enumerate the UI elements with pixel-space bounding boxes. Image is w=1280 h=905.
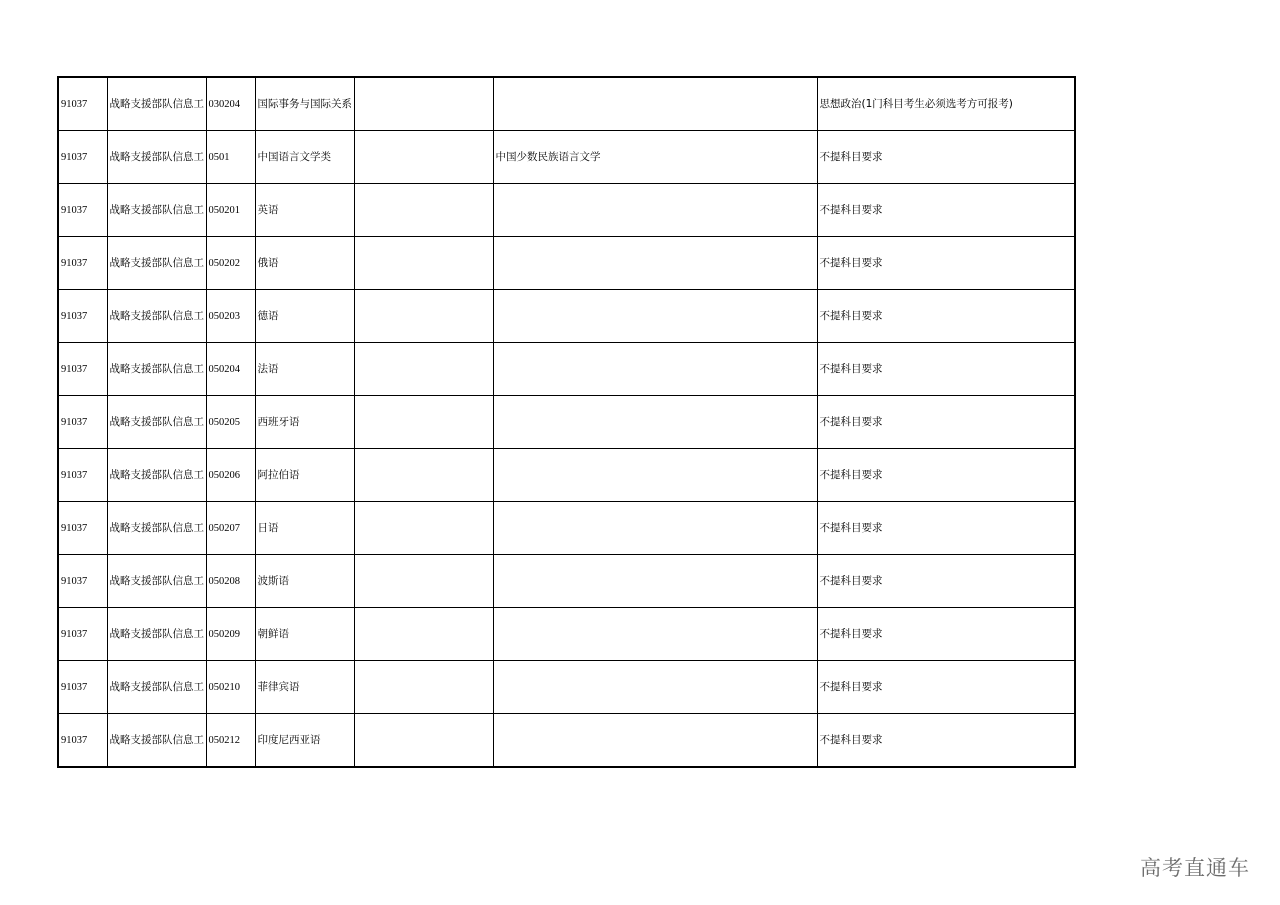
cell-subject-requirement: 不提科目要求 [817,343,1075,396]
cell-subject-requirement: 不提科目要求 [817,714,1075,768]
cell-note [493,237,817,290]
cell-major-name: 中国语言文学类 [255,131,354,184]
cell-major-code: 050205 [206,396,255,449]
cell-major-code: 050202 [206,237,255,290]
cell-subject-requirement: 不提科目要求 [817,184,1075,237]
cell-note [493,77,817,131]
table-row [58,77,1075,131]
cell-major-code: 050209 [206,608,255,661]
cell-note [493,343,817,396]
cell-note [493,502,817,555]
cell-note [493,396,817,449]
cell-major-name: 朝鲜语 [255,608,354,661]
cell-subject-requirement: 不提科目要求 [817,661,1075,714]
cell-school-code: 91037 [58,502,107,555]
cell-major-code: 050207 [206,502,255,555]
cell-school-code: 91037 [58,237,107,290]
cell-major-name: 西班牙语 [255,396,354,449]
cell-major-name: 菲律宾语 [255,661,354,714]
cell-school-name: 战略支援部队信息工 [107,131,206,184]
cell-major-name: 俄语 [255,237,354,290]
cell-school-code: 91037 [58,608,107,661]
cell-blank [354,77,493,131]
cell-blank [354,396,493,449]
cell-subject-requirement: 不提科目要求 [817,396,1075,449]
cell-school-name: 战略支援部队信息工 [107,184,206,237]
cell-note [493,661,817,714]
cell-major-code: 050204 [206,343,255,396]
cell-school-code: 91037 [58,449,107,502]
cell-school-code: 91037 [58,77,107,131]
cell-subject-requirement: 不提科目要求 [817,555,1075,608]
cell-subject-requirement: 不提科目要求 [817,131,1075,184]
cell-note [493,714,817,768]
cell-blank [354,290,493,343]
cell-school-name: 战略支援部队信息工 [107,555,206,608]
cell-school-code: 91037 [58,131,107,184]
cell-school-name: 战略支援部队信息工 [107,343,206,396]
cell-school-name: 战略支援部队信息工 [107,608,206,661]
table-row [58,661,1075,714]
cell-major-code: 030204 [206,77,255,131]
cell-school-name: 战略支援部队信息工 [107,502,206,555]
cell-school-name: 战略支援部队信息工 [107,449,206,502]
cell-major-code: 050203 [206,290,255,343]
table-row [58,502,1075,555]
cell-blank [354,608,493,661]
cell-school-name: 战略支援部队信息工 [107,714,206,768]
cell-major-name: 日语 [255,502,354,555]
cell-blank [354,449,493,502]
cell-major-name: 波斯语 [255,555,354,608]
table-row [58,290,1075,343]
cell-subject-requirement: 思想政治(1门科目考生必须选考方可报考) [817,77,1075,131]
cell-major-code: 050206 [206,449,255,502]
cell-major-name: 德语 [255,290,354,343]
table-row [58,714,1075,768]
cell-school-code: 91037 [58,343,107,396]
cell-note [493,290,817,343]
cell-major-name: 阿拉伯语 [255,449,354,502]
table-row [58,237,1075,290]
cell-blank [354,343,493,396]
cell-school-name: 战略支援部队信息工 [107,290,206,343]
cell-note [493,449,817,502]
cell-subject-requirement: 不提科目要求 [817,449,1075,502]
cell-school-code: 91037 [58,714,107,768]
cell-school-name: 战略支援部队信息工 [107,77,206,131]
watermark-text: 高考直通车 [1140,856,1250,880]
cell-major-code: 0501 [206,131,255,184]
cell-major-name: 英语 [255,184,354,237]
cell-school-name: 战略支援部队信息工 [107,396,206,449]
cell-school-code: 91037 [58,661,107,714]
cell-blank [354,184,493,237]
cell-blank [354,714,493,768]
cell-school-code: 91037 [58,184,107,237]
table-body [58,77,1075,767]
cell-major-name: 印度尼西亚语 [255,714,354,768]
cell-note: 中国少数民族语言文学 [493,131,817,184]
cell-subject-requirement: 不提科目要求 [817,502,1075,555]
table-row [58,396,1075,449]
cell-blank [354,237,493,290]
cell-major-code: 050212 [206,714,255,768]
cell-school-code: 91037 [58,290,107,343]
cell-major-name: 国际事务与国际关系 [255,77,354,131]
table-row [58,608,1075,661]
cell-blank [354,131,493,184]
cell-subject-requirement: 不提科目要求 [817,290,1075,343]
cell-school-code: 91037 [58,555,107,608]
cell-school-name: 战略支援部队信息工 [107,237,206,290]
cell-note [493,184,817,237]
cell-major-code: 050208 [206,555,255,608]
table-row [58,131,1075,184]
table-row [58,343,1075,396]
cell-note [493,608,817,661]
cell-blank [354,502,493,555]
cell-note [493,555,817,608]
table-row [58,555,1075,608]
cell-blank [354,661,493,714]
cell-subject-requirement: 不提科目要求 [817,237,1075,290]
cell-major-name: 法语 [255,343,354,396]
cell-school-code: 91037 [58,396,107,449]
cell-subject-requirement: 不提科目要求 [817,608,1075,661]
cell-major-code: 050210 [206,661,255,714]
cell-blank [354,555,493,608]
table-row [58,184,1075,237]
table-row [58,449,1075,502]
cell-major-code: 050201 [206,184,255,237]
cell-school-name: 战略支援部队信息工 [107,661,206,714]
subject-requirements-table [57,76,1076,768]
